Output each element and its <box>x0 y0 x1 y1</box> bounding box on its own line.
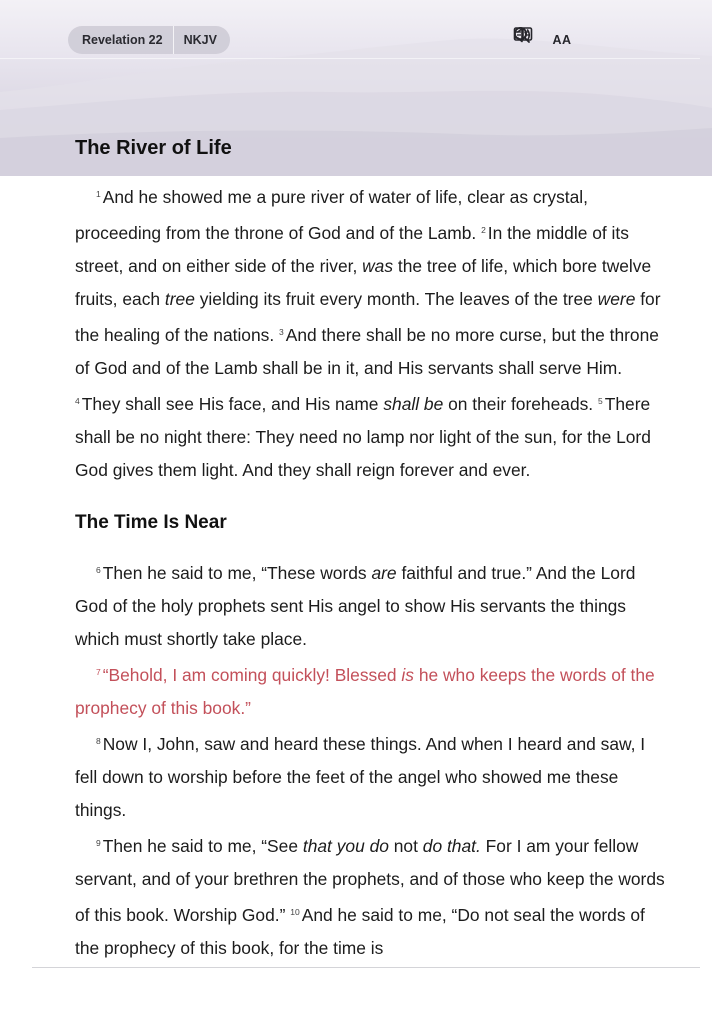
text-size-button[interactable] <box>545 26 579 54</box>
verse-1[interactable]: And he showed me a pure river of water of life, clear as crystal, proceeding from the throne of God and of the Lamb. <box>75 187 588 243</box>
text-size-icon: AA <box>552 33 572 47</box>
verse-9[interactable]: Then he said to me, “See that you do not do that. For I am your fellow servant, and of your brethren the prophets, and of those who keep the words of this book. Worship God.” <box>75 836 665 925</box>
top-toolbar <box>0 26 712 56</box>
verse-number: 3 <box>279 327 284 337</box>
verse-number: 10 <box>290 907 300 917</box>
chapter-text <box>75 177 665 965</box>
paragraph-verse-7 <box>75 656 665 725</box>
verse-number: 6 <box>96 565 101 575</box>
book-chapter-selector[interactable]: Revelation 22 <box>82 33 163 47</box>
verse-number: 2 <box>481 225 486 235</box>
version-selector[interactable]: NKJV <box>183 33 217 47</box>
verse-4[interactable]: They shall see His face, and His name shall be on their foreheads. <box>81 394 594 414</box>
verse-2[interactable]: In the middle of its street, and on either side of the river, was the tree of life, which bore twelve fruits, each tree yielding its fruit every month. The leaves of the tree were for the healing of the nations. <box>75 223 661 345</box>
paragraph-verse-8 <box>75 725 665 827</box>
section-heading-time-is-near: The Time Is Near <box>75 512 227 533</box>
verse-7[interactable]: “Behold, I am coming quickly! Blessed is he who keeps the words of the prophecy of this book.” <box>75 665 655 718</box>
verse-number: 1 <box>96 189 101 199</box>
header-band <box>0 0 712 176</box>
verse-6[interactable]: Then he said to me, “These words are faithful and true.” And the Lord God of the holy prophets sent His angel to show His servants the things which must shortly take place. <box>75 563 636 649</box>
paragraph-verse-6 <box>75 554 665 656</box>
verse-number: 4 <box>75 396 80 406</box>
toolbar-divider <box>0 58 700 59</box>
verse-3[interactable]: And there shall be no more curse, but the throne of God and of the Lamb shall be in it, and His servants shall serve Him. <box>75 325 659 378</box>
verse-number: 9 <box>96 838 101 848</box>
verse-5[interactable]: There shall be no night there: They need no lamp nor light of the sun, for the Lord God gives them light. And they shall reign forever and ever. <box>75 394 651 480</box>
reference-pill <box>68 26 230 54</box>
section-heading-river-of-life: The River of Life <box>75 137 232 159</box>
verse-number: 5 <box>598 396 603 406</box>
paragraph-verses-9-10 <box>75 827 665 965</box>
parallel-view-button[interactable] <box>579 26 607 54</box>
verse-number: 8 <box>96 736 101 746</box>
verse-8[interactable]: Now I, John, saw and heard these things. And when I heard and saw, I fell down to worship before the feet of the angel who showed me these things. <box>75 734 646 820</box>
search-icon <box>513 26 531 44</box>
toolbar-actions <box>513 26 637 54</box>
verse-number: 7 <box>96 667 101 677</box>
search-button[interactable] <box>609 26 637 54</box>
bottom-divider <box>32 967 700 968</box>
verse-10[interactable]: And he said to me, “Do not seal the words of the prophecy of this book, for the time is <box>75 905 645 958</box>
paragraph-verses-1-5 <box>75 178 665 487</box>
